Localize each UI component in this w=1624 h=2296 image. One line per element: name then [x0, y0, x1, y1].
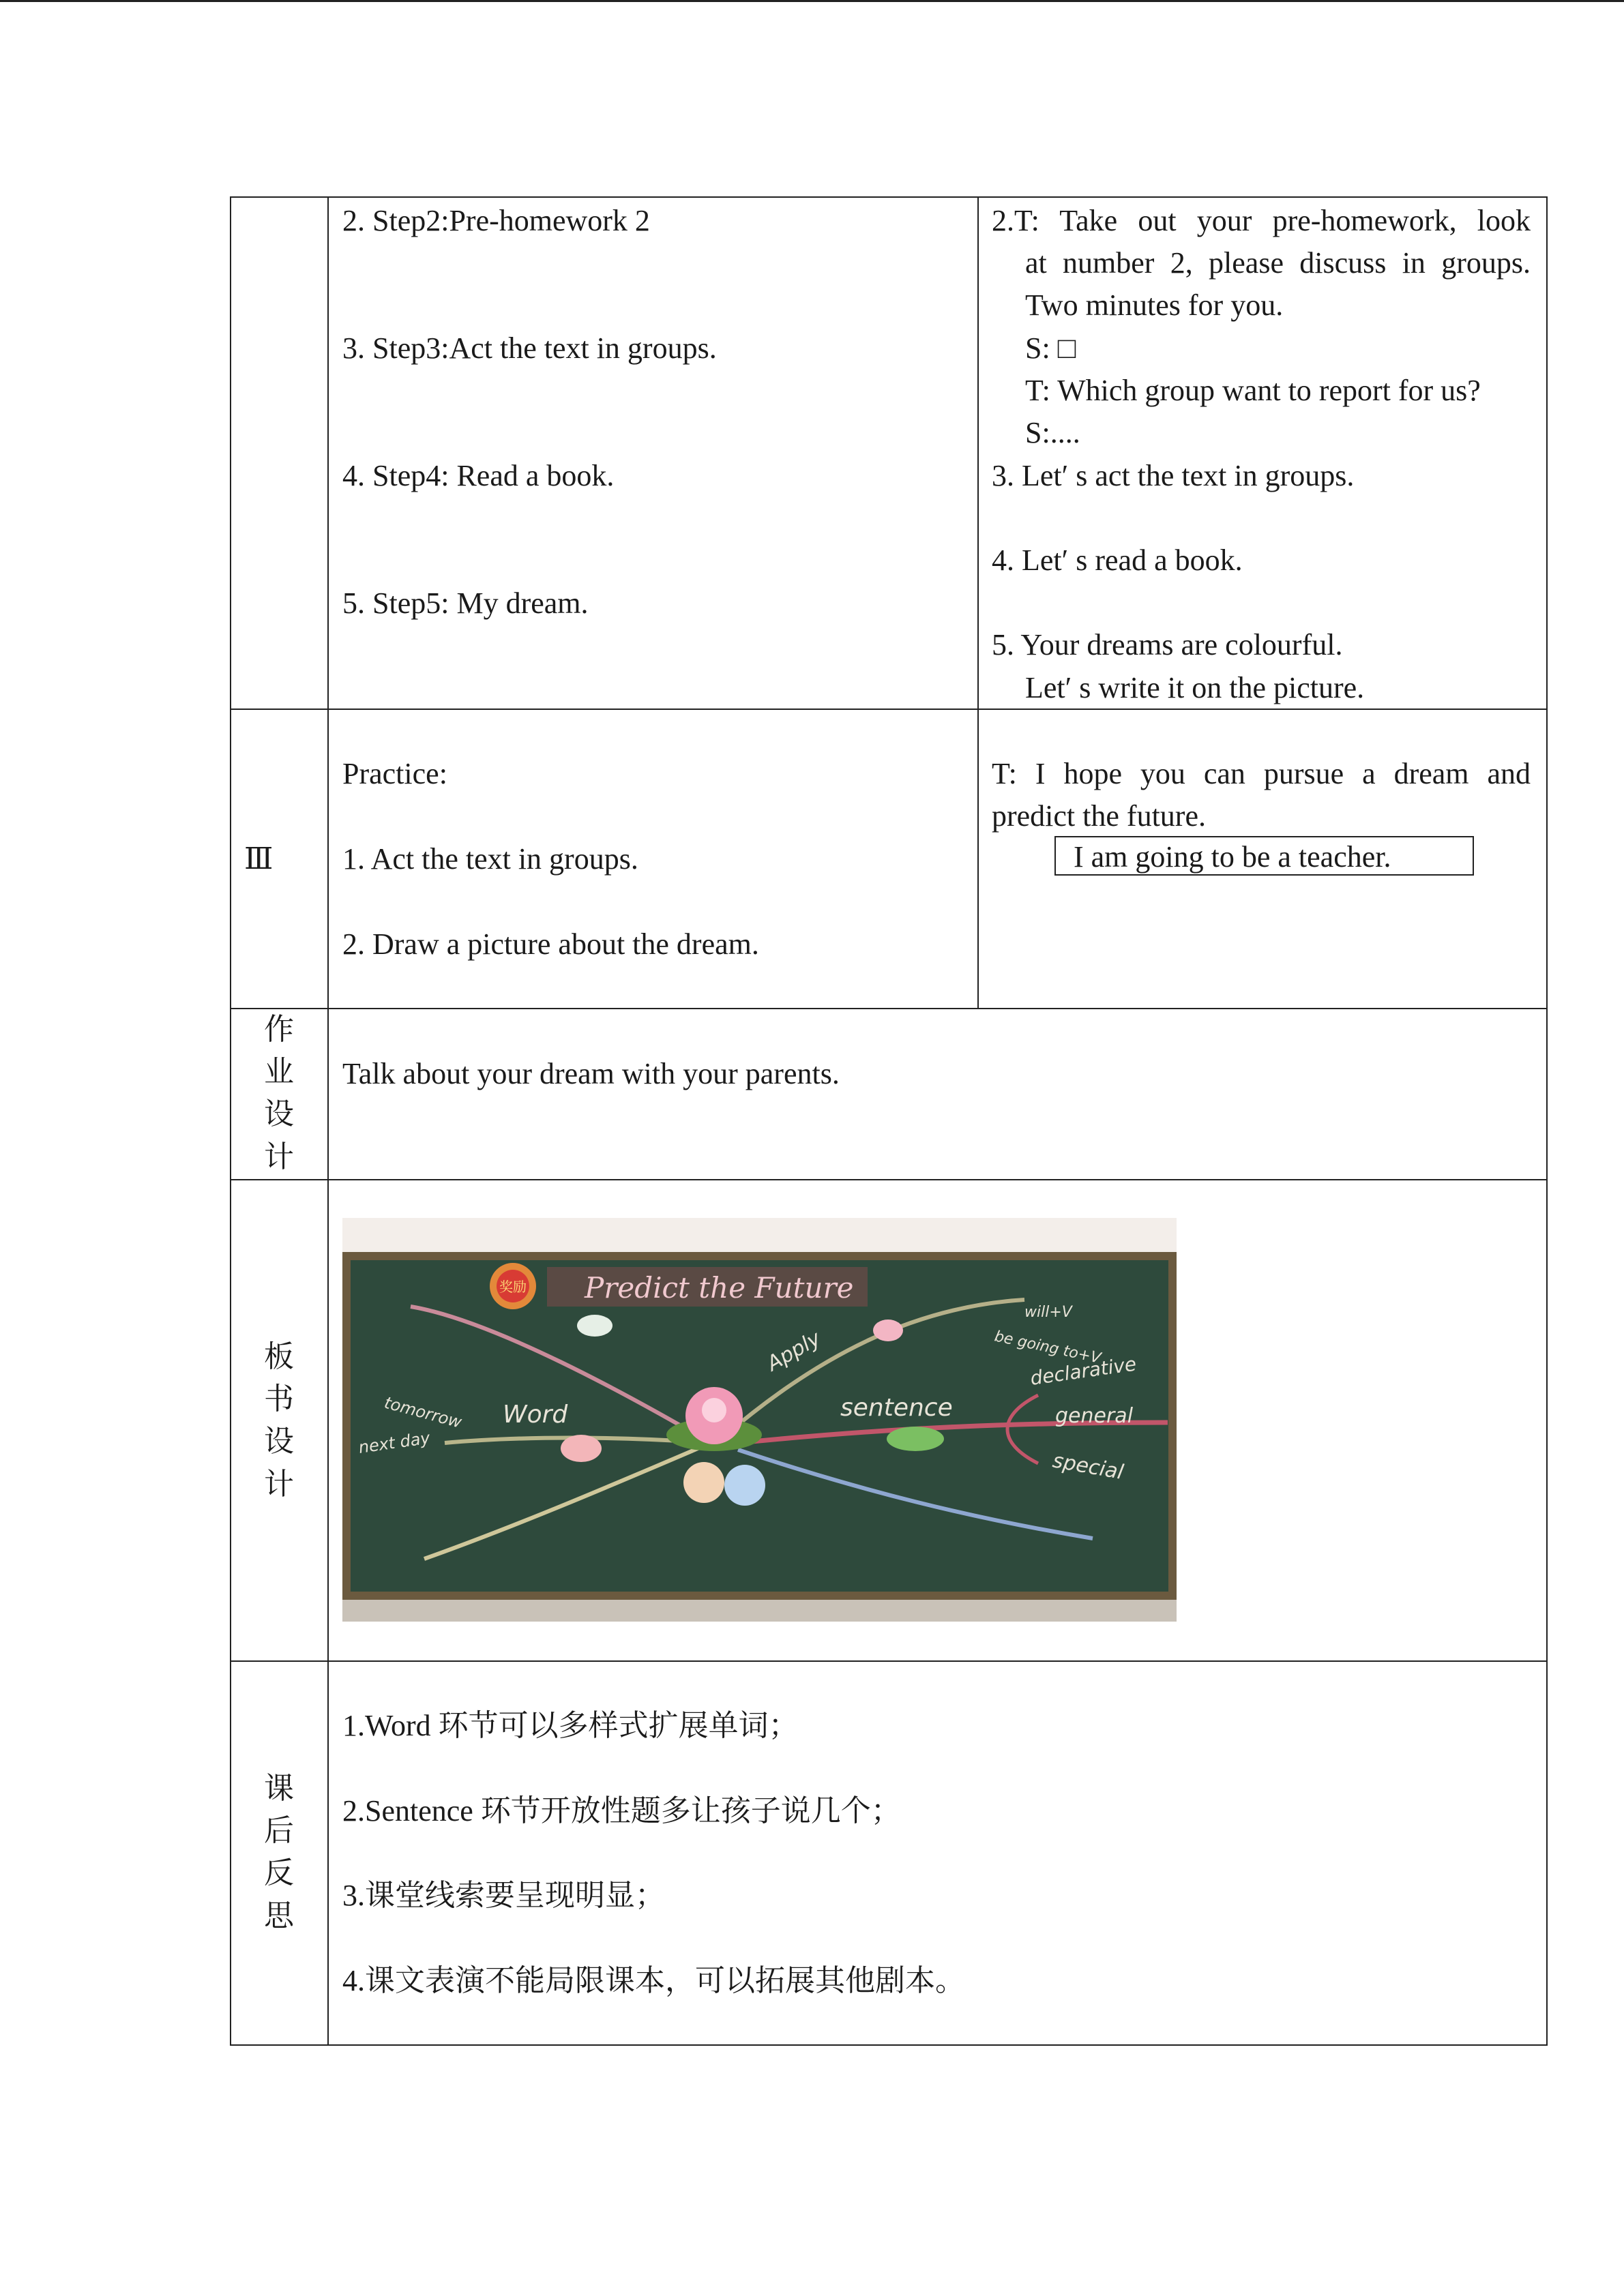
chalk-word: Word: [503, 1401, 568, 1429]
teacher-line-6: S:....: [1025, 416, 1080, 449]
chalk-apply: Apply: [763, 1326, 825, 1376]
blackboard-drawing: [342, 1218, 1177, 1622]
chalk-tomorrow: tomorrow: [382, 1392, 464, 1432]
teacher-line-7: 3. Let′ s act the text in groups.: [992, 459, 1355, 492]
cartoon-boy: [724, 1465, 765, 1506]
leaf-card: [887, 1427, 944, 1451]
practice-title: Practice:: [342, 757, 447, 790]
row1-label-cell: [230, 196, 329, 710]
chalk-sentence: sentence: [840, 1394, 953, 1422]
step4-text: 4. Step4: Read a book.: [342, 459, 615, 492]
teacher-line-1: 2.T: Take out your pre-homework, look: [992, 204, 1531, 237]
chalk-declarative: declarative: [1029, 1352, 1138, 1390]
reflection-label-char-2: 后: [264, 1813, 294, 1848]
badge-text: 奖励: [499, 1279, 527, 1295]
petal-card-top: [873, 1320, 903, 1341]
reflection-item-2: 2.Sentence 环节开放性题多让孩子说几个；: [342, 1794, 901, 1828]
step5-text: 5. Step5: My dream.: [342, 586, 589, 620]
teacher-line-8: 4. Let′ s read a book.: [992, 543, 1243, 577]
reflection-label-char-4: 思: [264, 1898, 294, 1933]
teacher-line-2: at number 2, please discuss in groups.: [1025, 246, 1531, 280]
practice-item-1: 1. Act the text in groups.: [342, 842, 638, 876]
reflection-item-4: 4.课文表演不能局限课本，可以拓展其他剧本。: [342, 1964, 965, 1997]
reflection-item-1: 1.Word 环节可以多样式扩展单词；: [342, 1709, 799, 1742]
reflection-item-3: 3.课堂线索要呈现明显；: [342, 1879, 665, 1912]
homework-label-char-2: 业: [264, 1054, 294, 1089]
board-label-char-3: 设: [264, 1424, 294, 1459]
practice-item-2: 2. Draw a picture about the dream.: [342, 927, 759, 961]
teacher-line-10: Let′ s write it on the picture.: [1025, 671, 1365, 704]
reflection-label-char-1: 课: [264, 1771, 294, 1806]
board-label-char-2: 书: [264, 1382, 294, 1416]
step3-text: 3. Step3:Act the text in groups.: [342, 331, 717, 365]
board-title: Predict the Future: [585, 1271, 854, 1304]
teacher-line-4: S: □: [1025, 331, 1076, 365]
leaf-card-top: [577, 1315, 612, 1337]
boxed-sentence: I am going to be a teacher.: [1074, 840, 1391, 874]
page-top-rule: [0, 0, 1624, 2]
row2-label: Ⅲ: [244, 842, 274, 876]
homework-label-char-3: 设: [264, 1097, 294, 1131]
reflection-label-char-3: 反: [264, 1855, 294, 1890]
chalk-special: special: [1050, 1448, 1125, 1485]
homework-label-char-1: 作: [264, 1012, 294, 1047]
row1-steps-cell: [327, 196, 979, 710]
board-label-char-4: 计: [264, 1467, 294, 1502]
chalk-next-day: next day: [357, 1428, 432, 1457]
row2-teacher-line-1: T: I hope you can pursue a dream and: [992, 757, 1531, 790]
row2-teacher-line-2: predict the future.: [992, 799, 1206, 833]
blackboard-photo: [342, 1218, 1177, 1622]
chalk-will: will+V: [1024, 1304, 1072, 1321]
teacher-line-3: Two minutes for you.: [1025, 288, 1284, 322]
petal-card-left: [561, 1435, 602, 1462]
board-label-char-1: 板: [264, 1339, 294, 1374]
homework-content: Talk about your dream with your parents.: [342, 1057, 840, 1090]
lotus-center: [702, 1398, 726, 1422]
homework-label-char-4: 计: [264, 1139, 294, 1174]
chalk-be-going: be going to+V: [992, 1328, 1103, 1367]
chalk-tray: [342, 1600, 1177, 1622]
teacher-line-5: T: Which group want to report for us?: [1025, 374, 1481, 407]
step2-text: 2. Step2:Pre-homework 2: [342, 204, 650, 237]
cartoon-girl: [683, 1462, 724, 1503]
chalk-general: general: [1055, 1404, 1134, 1428]
teacher-line-9: 5. Your dreams are colourful.: [992, 628, 1343, 661]
